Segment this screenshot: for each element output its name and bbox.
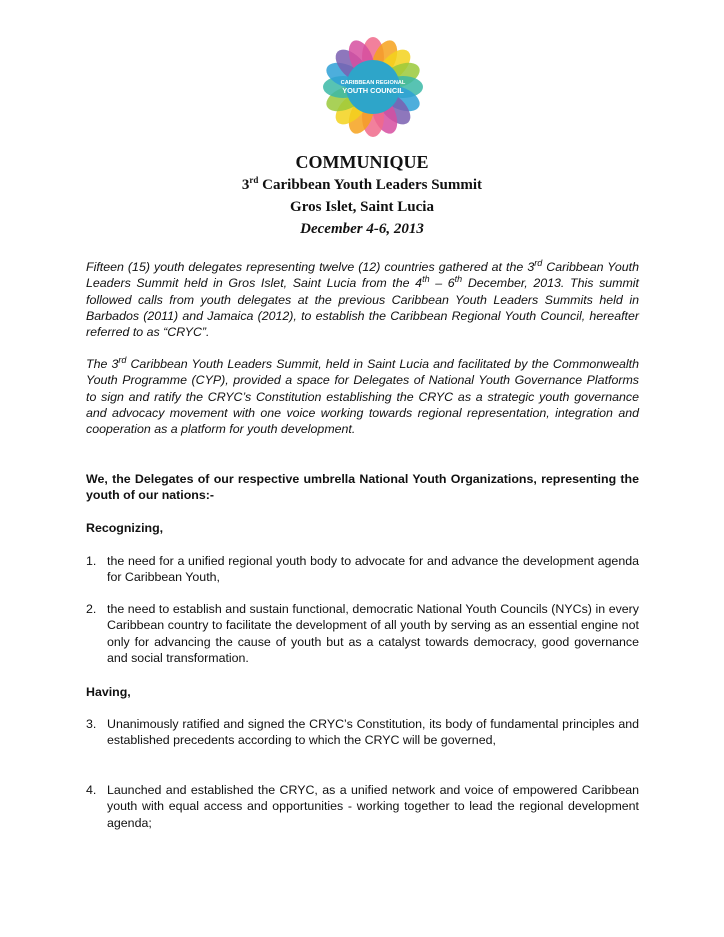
summit-ordinal-suffix: rd [249, 175, 259, 185]
flower-logo-icon [322, 36, 424, 138]
delegates-statement: We, the Delegates of our respective umbrella National Youth Organizations, representing the youth of our nations:- [86, 472, 639, 503]
intro-paragraph: Fifteen (15) youth delegates representing twelve (12) countries gathered at the 3rd Caribbean Youth Leaders Summit held in Gros Islet, Saint Lucia from the 4th – 6th December, 2013. This summit followed calls from youth delegates at the previous Caribbean Youth Leaders Summits held in Barbados (2011) and Jamaica (2012), to establish the Caribbean Regional Youth Council, hereafter referred to as “CRYC”. [86, 257, 640, 340]
list-item: 3. Unanimously ratified and signed the CRYC’s Constitution, its body of fundamental principles and established precedents according to which the CRYC will be governed, [86, 717, 639, 748]
summit-location: Gros Islet, Saint Lucia [290, 199, 434, 215]
summit-ordinal: 3 [241, 177, 250, 193]
having-heading: Having, [86, 685, 131, 699]
list-item: 1. the need for a unified regional youth body to advocate for and advance the development agenda for Caribbean Youth, [86, 554, 639, 585]
summit-title [0, 177, 724, 194]
summit-paragraph: The 3rd Caribbean Youth Leaders Summit, held in Saint Lucia and facilitated by the Commonwealth Youth Programme (CYP), provided a space for Delegates of National Youth Governance Platforms to sign and ratify the CRYC’s Constitution establishing the CRYC as a strategic youth governance and advocacy movement with one voice working towards regional representation, integration and cooperation as a platform for youth development. [86, 354, 639, 437]
logo-line2: YOUTH COUNCIL [342, 86, 404, 95]
summit-name: Caribbean Youth Leaders Summit [258, 177, 483, 193]
list-item: 2. the need to establish and sustain functional, democratic National Youth Councils (NYCs) in every Caribbean country to facilitate the development of all youth by serving as an essential engine not only for advancing the cause of youth but as a catalyst towards democracy, good governance and social transformation. [86, 602, 639, 665]
list-item: 4. Launched and established the CRYC, as a unified network and voice of empowered Caribbean youth with equal access and opportunities - working together to lead the regional development agenda; [86, 783, 639, 830]
page-title: COMMUNIQUE [295, 152, 429, 172]
summit-date: December 4-6, 2013 [300, 221, 424, 237]
crycouncil-logo [322, 36, 424, 138]
recognizing-heading: Recognizing, [86, 521, 164, 535]
logo-line1: CARIBBEAN REGIONAL [340, 80, 406, 86]
